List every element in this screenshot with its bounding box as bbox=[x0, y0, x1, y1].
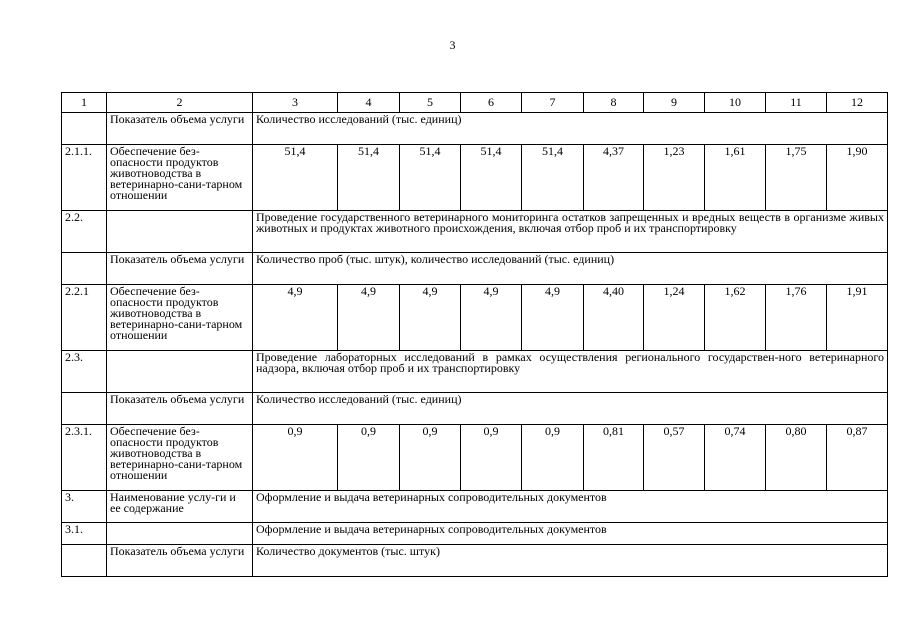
row-description: Оформление и выдача ветеринарных сопроводительных документов bbox=[253, 523, 888, 545]
header-cell: 3 bbox=[253, 93, 338, 113]
row-description: Количество документов (тыс. штук) bbox=[253, 545, 888, 577]
table-row bbox=[62, 211, 888, 253]
row-code: 3. bbox=[62, 491, 107, 523]
value-cell: 1,24 bbox=[644, 285, 705, 351]
row-code: 2.1.1. bbox=[62, 145, 107, 211]
header-cell: 9 bbox=[644, 93, 705, 113]
row-code: 2.3. bbox=[62, 351, 107, 393]
value-cell: 4,9 bbox=[253, 285, 338, 351]
table-row bbox=[62, 425, 888, 491]
row-label: Показатель объема услуги bbox=[107, 113, 253, 145]
value-cell: 0,9 bbox=[461, 425, 522, 491]
header-cell: 6 bbox=[461, 93, 522, 113]
table-row bbox=[62, 523, 888, 545]
row-description: Проведение государственного ветеринарного мониторинга остатков запрещенных и вредных веществ в организме живых животных и продуктах животного происхождения, включая отбор проб и их транспортировку bbox=[253, 211, 888, 253]
header-cell: 10 bbox=[705, 93, 766, 113]
row-description: Количество проб (тыс. штук), количество исследований (тыс. единиц) bbox=[253, 253, 888, 285]
row-code: 2.2.1 bbox=[62, 285, 107, 351]
value-cell: 0,9 bbox=[522, 425, 584, 491]
value-cell: 0,81 bbox=[584, 425, 644, 491]
row-description: Количество исследований (тыс. единиц) bbox=[253, 113, 888, 145]
row-code: 2.3.1. bbox=[62, 425, 107, 491]
row-label bbox=[107, 211, 253, 253]
table-row bbox=[62, 113, 888, 145]
table-row bbox=[62, 393, 888, 425]
header-cell: 5 bbox=[400, 93, 461, 113]
table-row bbox=[62, 545, 888, 577]
value-cell: 1,75 bbox=[766, 145, 827, 211]
row-description: Количество исследований (тыс. единиц) bbox=[253, 393, 888, 425]
table-row bbox=[62, 145, 888, 211]
value-cell: 51,4 bbox=[400, 145, 461, 211]
value-cell: 51,4 bbox=[461, 145, 522, 211]
value-cell: 4,9 bbox=[338, 285, 400, 351]
row-code bbox=[62, 393, 107, 425]
value-cell: 4,37 bbox=[584, 145, 644, 211]
table-row bbox=[62, 285, 888, 351]
value-cell: 51,4 bbox=[338, 145, 400, 211]
table-row bbox=[62, 253, 888, 285]
value-cell: 1,76 bbox=[766, 285, 827, 351]
table-row bbox=[62, 351, 888, 393]
header-cell: 1 bbox=[62, 93, 107, 113]
value-cell: 0,87 bbox=[827, 425, 888, 491]
row-code bbox=[62, 253, 107, 285]
value-cell: 51,4 bbox=[522, 145, 584, 211]
value-cell: 51,4 bbox=[253, 145, 338, 211]
row-description: Проведение лабораторных исследований в рамках осуществления регионального государствен-ного ветеринарного надзора, включая отбор проб и их транспортировку bbox=[253, 351, 888, 393]
header-row bbox=[62, 93, 888, 113]
row-label: Показатель объема услуги bbox=[107, 253, 253, 285]
value-cell: 0,80 bbox=[766, 425, 827, 491]
header-cell: 2 bbox=[107, 93, 253, 113]
header-cell: 12 bbox=[827, 93, 888, 113]
row-code: 3.1. bbox=[62, 523, 107, 545]
value-cell: 0,9 bbox=[338, 425, 400, 491]
header-cell: 7 bbox=[522, 93, 584, 113]
value-cell: 4,9 bbox=[400, 285, 461, 351]
row-code bbox=[62, 113, 107, 145]
value-cell: 4,9 bbox=[522, 285, 584, 351]
table-row bbox=[62, 491, 888, 523]
row-code bbox=[62, 545, 107, 577]
value-cell: 0,57 bbox=[644, 425, 705, 491]
value-cell: 4,40 bbox=[584, 285, 644, 351]
value-cell: 1,62 bbox=[705, 285, 766, 351]
row-label: Обеспечение без-опасности продуктов животноводства в ветеринарно-сани-тарном отношении bbox=[107, 425, 253, 491]
value-cell: 1,91 bbox=[827, 285, 888, 351]
header-cell: 8 bbox=[584, 93, 644, 113]
services-table bbox=[61, 92, 888, 577]
value-cell: 0,9 bbox=[400, 425, 461, 491]
header-cell: 4 bbox=[338, 93, 400, 113]
row-label: Показатель объема услуги bbox=[107, 545, 253, 577]
row-label: Обеспечение без-опасности продуктов животноводства в ветеринарно-сани-тарном отношении bbox=[107, 285, 253, 351]
value-cell: 1,90 bbox=[827, 145, 888, 211]
row-description: Оформление и выдача ветеринарных сопроводительных документов bbox=[253, 491, 888, 523]
page-number: 3 bbox=[449, 38, 456, 52]
row-label: Обеспечение без-опасности продуктов животноводства в ветеринарно-сани-тарном отношении bbox=[107, 145, 253, 211]
row-label bbox=[107, 351, 253, 393]
value-cell: 1,23 bbox=[644, 145, 705, 211]
value-cell: 0,9 bbox=[253, 425, 338, 491]
value-cell: 4,9 bbox=[461, 285, 522, 351]
value-cell: 1,61 bbox=[705, 145, 766, 211]
header-cell: 11 bbox=[766, 93, 827, 113]
value-cell: 0,74 bbox=[705, 425, 766, 491]
row-label: Показатель объема услуги bbox=[107, 393, 253, 425]
row-code: 2.2. bbox=[62, 211, 107, 253]
row-label bbox=[107, 523, 253, 545]
row-label: Наименование услу-ги и ее содержание bbox=[107, 491, 253, 523]
